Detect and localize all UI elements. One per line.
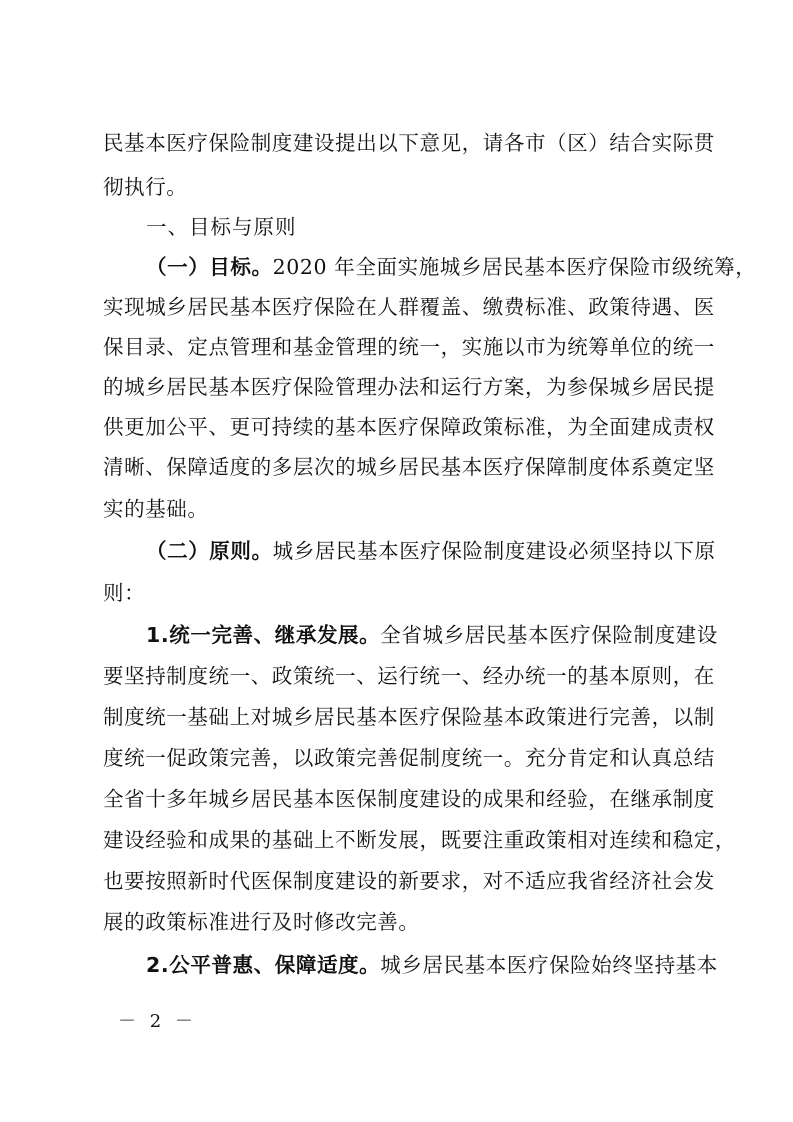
item2-label: 2.公平普惠、保障适度。 [146,953,381,977]
body-line: 彻执行。 [103,175,188,199]
body-line: 要坚持制度统一、政策统一、运行统一、经办统一的基本原则，在 [103,664,715,688]
goal-text: 2020 年全面实施城乡居民基本医疗保险市级统筹， [272,255,757,279]
body-line: 实现城乡居民基本医疗保险在人群覆盖、缴费标准、政策待遇、医 [103,295,715,319]
section-heading: 一、目标与原则 [146,215,297,239]
body-line: 全省十多年城乡居民基本医保制度建设的成果和经验，在继承制度 [103,787,715,811]
principle-paragraph-first-line [146,536,716,568]
principle-text: 城乡居民基本医疗保险制度建设必须坚持以下原 [272,539,716,563]
body-line: 度统一促政策完善，以政策完善促制度统一。充分肯定和认真总结 [103,746,715,770]
body-line: 实的基础。 [103,497,209,521]
body-line: 制度统一基础上对城乡居民基本医疗保险基本政策进行完善，以制 [103,705,715,729]
body-line: 保目录、定点管理和基金管理的统一，实施以市为统筹单位的统一 [103,335,715,359]
principle-label: （二）原则。 [146,539,273,563]
goal-label: （一）目标。 [146,255,273,279]
body-line: 则： [103,581,146,605]
item2-paragraph-first-line [146,950,718,982]
body-line: 展的政策标准进行及时修改完善。 [103,910,420,934]
body-line: 也要按照新时代医保制度建设的新要求，对不适应我省经济社会发 [103,869,715,893]
body-line: 建设经验和成果的基础上不断发展，既要注重政策相对连续和稳定， [103,828,736,852]
item1-text: 全省城乡居民基本医疗保险制度建设 [380,623,718,647]
item2-text: 城乡居民基本医疗保险始终坚持基本 [380,953,718,977]
body-line: 的城乡居民基本医疗保险管理办法和运行方案，为参保城乡居民提 [103,375,715,399]
body-line: 供更加公平、更可持续的基本医疗保障政策标准，为全面建成责权 [103,415,715,439]
page-number: － 2 － [118,1011,197,1032]
item1-paragraph-first-line [146,620,718,652]
body-line: 清晰、保障适度的多层次的城乡居民基本医疗保障制度体系奠定坚 [103,455,715,479]
goal-paragraph-first-line [146,252,757,284]
body-line: 民基本医疗保险制度建设提出以下意见，请各市（区）结合实际贯 [103,131,715,155]
item1-label: 1.统一完善、继承发展。 [146,623,381,647]
